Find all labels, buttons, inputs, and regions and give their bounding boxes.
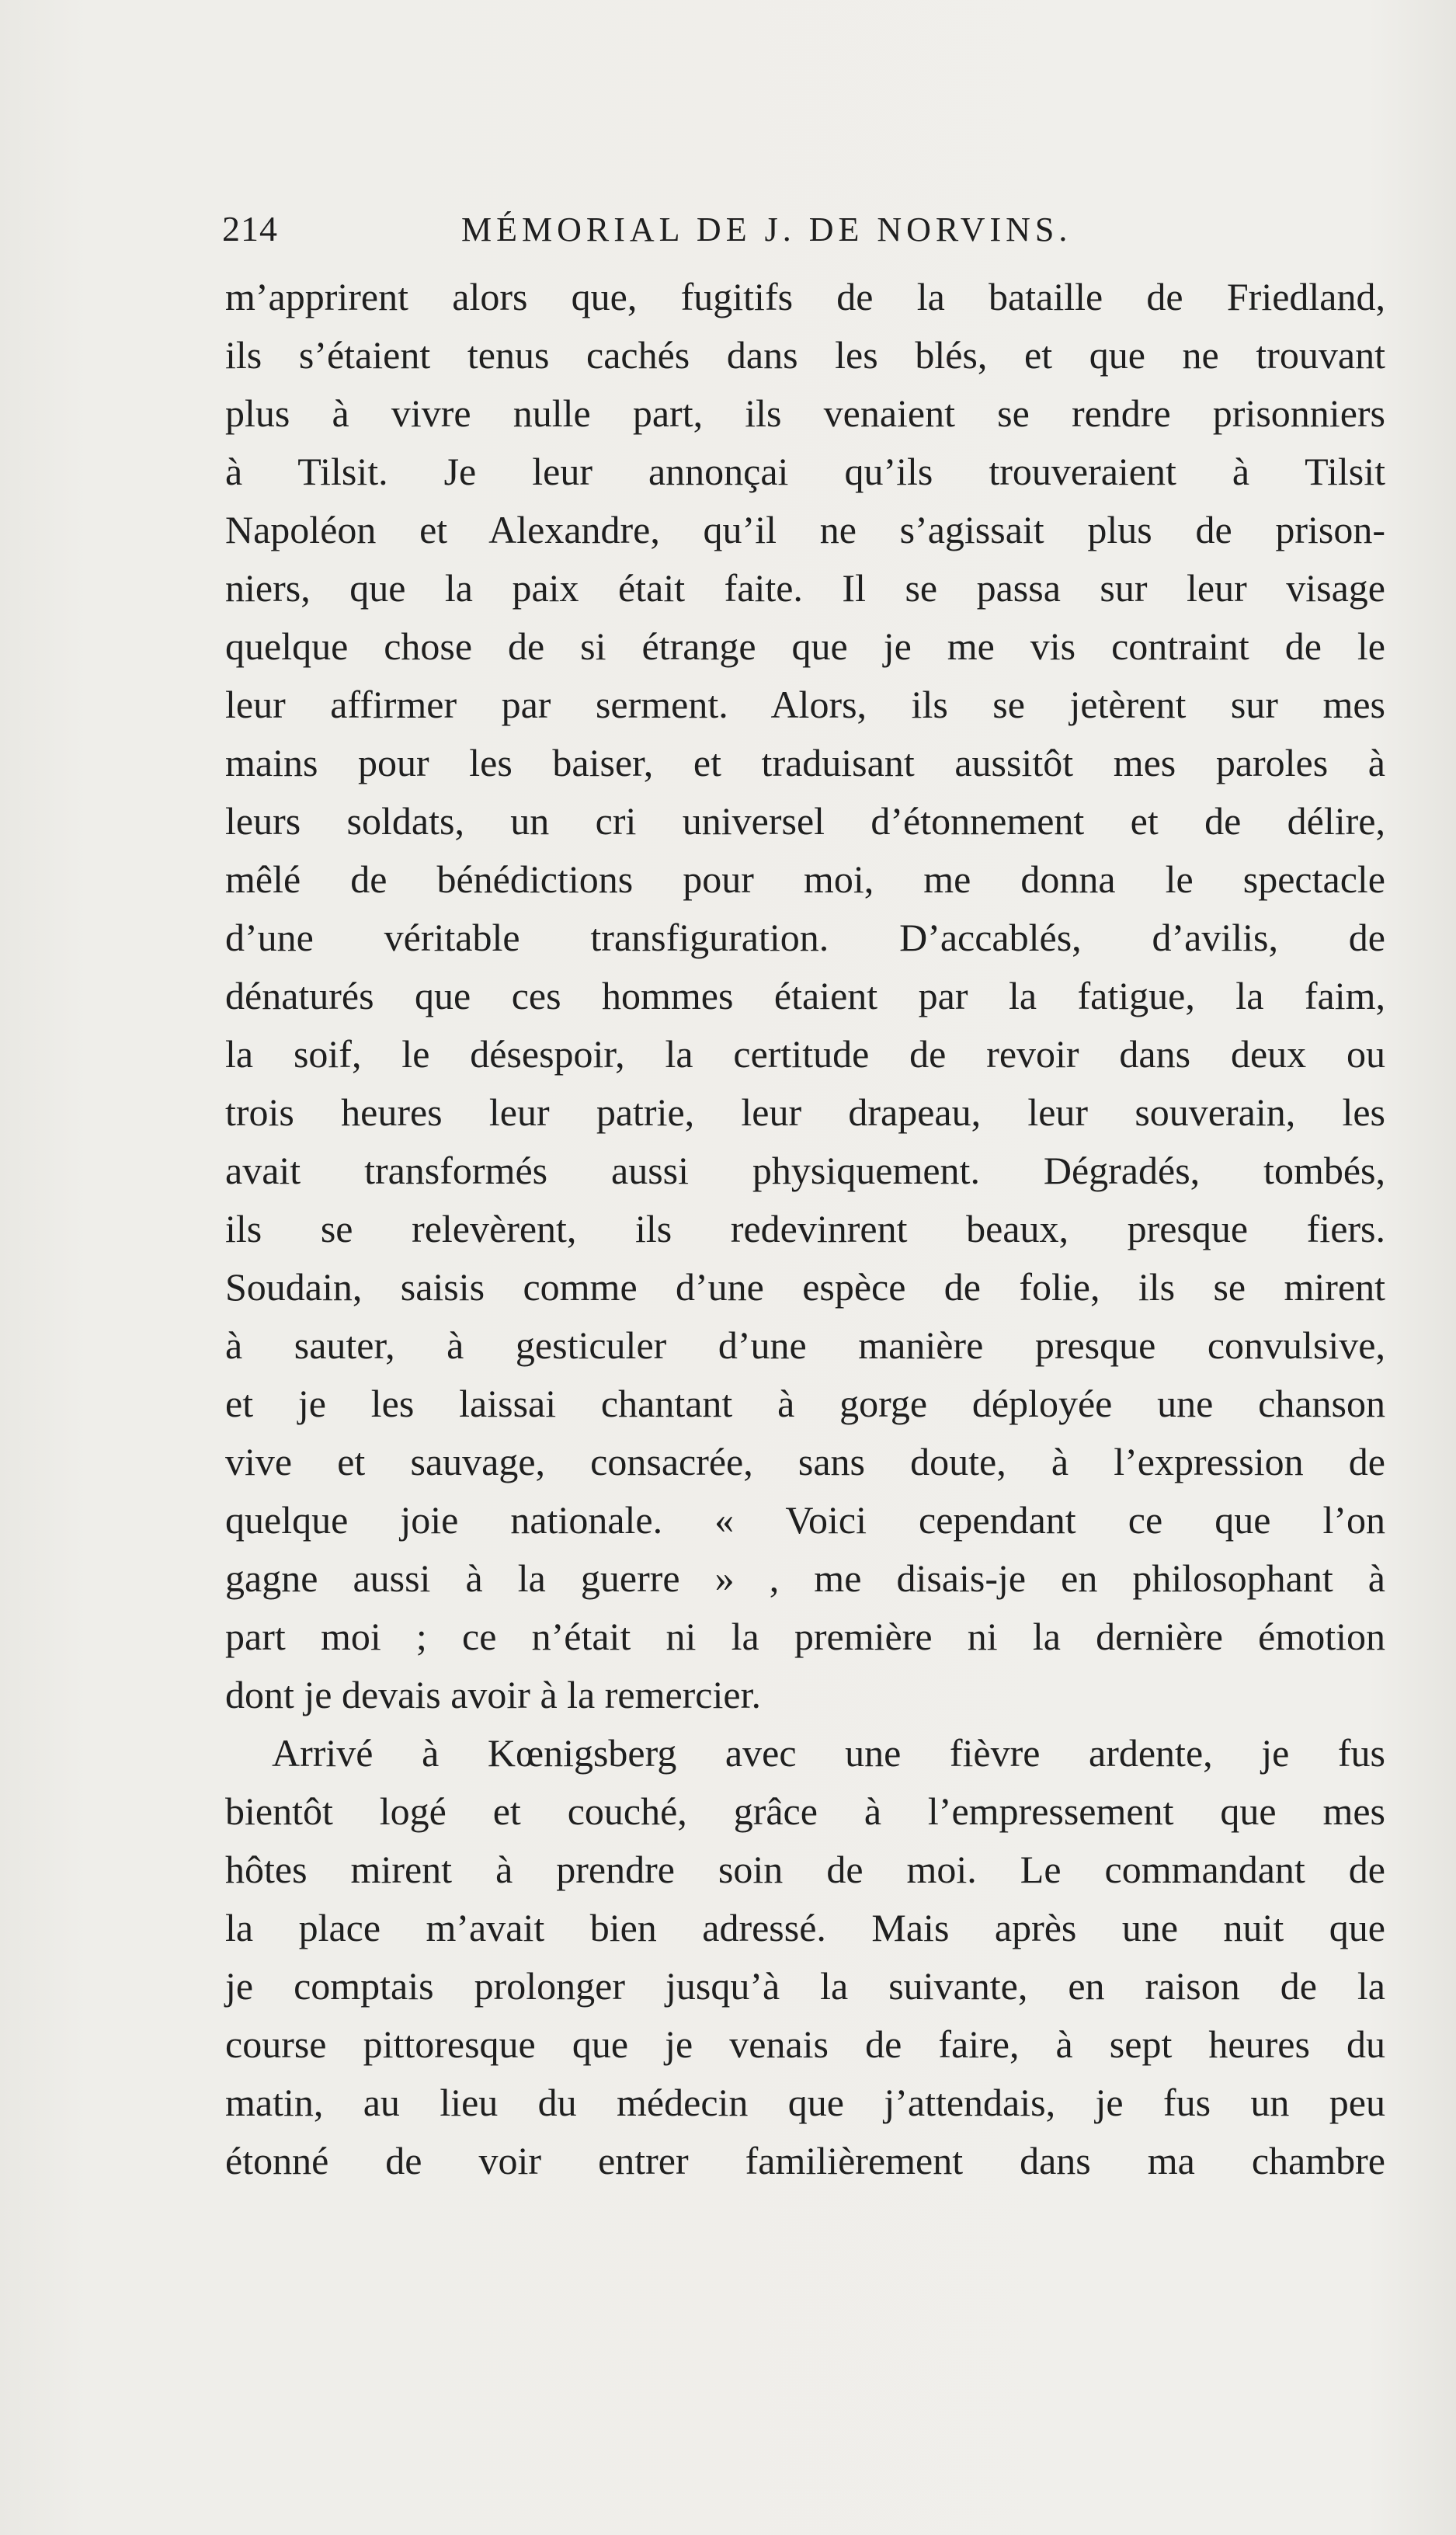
text-line: Arrivé à Kœnigsberg avec une fièvre ardente, je fus: [272, 1731, 1385, 1775]
text-line: avait transformés aussi physiquement. Dégradés, tombés,: [225, 1149, 1385, 1192]
text-line: dont je devais avoir à la remercier.: [225, 1673, 761, 1716]
text-line: leurs soldats, un cri universel d’étonnement et de délire,: [225, 799, 1385, 843]
text-line: je comptais prolonger jusqu’à la suivante, en raison de la: [225, 1964, 1385, 2008]
text-line: à Tilsit. Je leur annonçai qu’ils trouveraient à Tilsit: [225, 450, 1385, 493]
text-line: étonné de voir entrer familièrement dans ma chambre: [225, 2139, 1385, 2182]
text-line: matin, au lieu du médecin que j’attendais, je fus un peu: [225, 2081, 1385, 2124]
paragraph: [225, 268, 1385, 1724]
text-line: la soif, le désespoir, la certitude de revoir dans deux ou: [225, 1032, 1385, 1076]
text-line: plus à vivre nulle part, ils venaient se rendre prisonniers: [225, 391, 1385, 435]
text-line: d’une véritable transfiguration. D’accablés, d’avilis, de: [225, 916, 1385, 959]
text-line: niers, que la paix était faite. Il se passa sur leur visage: [225, 566, 1385, 610]
text-line: et je les laissai chantant à gorge déployée une chanson: [225, 1382, 1385, 1425]
text-line: part moi ; ce n’était ni la première ni la dernière émotion: [225, 1615, 1385, 1658]
page-header: [222, 208, 1387, 255]
text-line: Soudain, saisis comme d’une espèce de folie, ils se mirent: [225, 1265, 1385, 1309]
text-line: m’apprirent alors que, fugitifs de la bataille de Friedland,: [225, 275, 1385, 318]
text-line: trois heures leur patrie, leur drapeau, leur souverain, les: [225, 1090, 1385, 1134]
text-line: gagne aussi à la guerre » , me disais-je en philosophant à: [225, 1556, 1385, 1600]
text-line: mains pour les baiser, et traduisant aussitôt mes paroles à: [225, 741, 1385, 784]
text-line: à sauter, à gesticuler d’une manière presque convulsive,: [225, 1323, 1385, 1367]
text-line: course pittoresque que je venais de faire, à sept heures du: [225, 2022, 1385, 2066]
paragraph: [225, 1724, 1385, 2190]
text-line: vive et sauvage, consacrée, sans doute, à l’expression de: [225, 1440, 1385, 1483]
text-line: quelque chose de si étrange que je me vis contraint de le: [225, 624, 1385, 668]
text-line: ils se relevèrent, ils redevinrent beaux, presque fiers.: [225, 1207, 1385, 1250]
text-line: hôtes mirent à prendre soin de moi. Le commandant de: [225, 1848, 1385, 1891]
text-line: bientôt logé et couché, grâce à l’empressement que mes: [225, 1789, 1385, 1833]
text-line: mêlé de bénédictions pour moi, me donna le spectacle: [225, 857, 1385, 901]
running-title: MÉMORIAL DE J. DE NORVINS.: [461, 210, 1072, 249]
text-line: la place m’avait bien adressé. Mais après une nuit que: [225, 1906, 1385, 1949]
text-line: Napoléon et Alexandre, qu’il ne s’agissait plus de prison-: [225, 508, 1385, 551]
text-line: dénaturés que ces hommes étaient par la fatigue, la faim,: [225, 974, 1385, 1017]
text-line: quelque joie nationale. « Voici cependant ce que l’on: [225, 1498, 1385, 1542]
text-line: ils s’étaient tenus cachés dans les blés, et que ne trouvant: [225, 333, 1385, 377]
body-text: [225, 268, 1385, 2190]
page-number: 214: [222, 209, 278, 249]
text-line: leur affirmer par serment. Alors, ils se jetèrent sur mes: [225, 683, 1385, 726]
